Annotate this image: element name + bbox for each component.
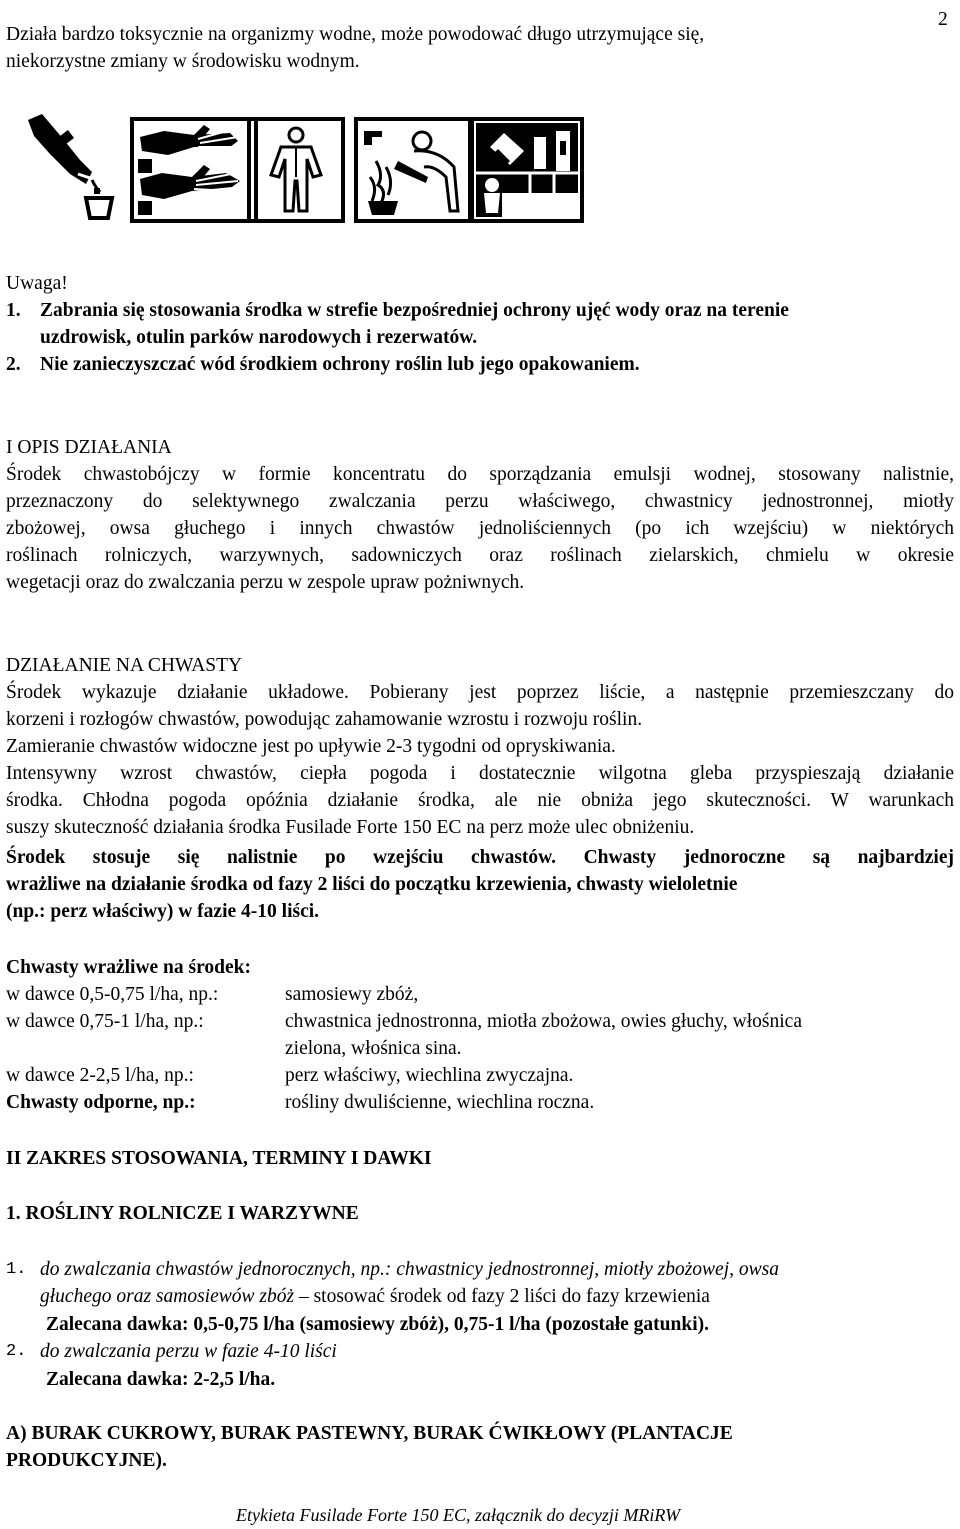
dzialanie-line-1: Środek wykazuje działanie układowe. Pobierany jest poprzez liście, a następnie przemieszczany do [6,682,954,703]
wrazliwe-value-3: perz właściwy, wiechlina zwyczajna. [285,1065,574,1086]
warning-item-1-number: 1. [6,300,21,321]
wrazliwe-label-3: w dawce 2-2,5 l/ha, np.: [6,1065,194,1086]
zakres-heading: II ZAKRES STOSOWANIA, TERMINY I DAWKI [6,1148,432,1169]
zakres-item-1-line-1: do zwalczania chwastów jednorocznych, np.: chwastnicy jednostronnej, miotły zbożowej, owsa [40,1259,779,1280]
dzialanie-line-3: Zamieranie chwastów widoczne jest po upływie 2-3 tygodni od opryskiwania. [6,736,616,757]
dzialanie-heading: DZIAŁANIE NA CHWASTY [6,655,243,676]
zakres-item-2-text: do zwalczania perzu w fazie 4-10 liści [40,1341,337,1362]
protective-clothing-icon [247,117,345,223]
wrazliwe-heading: Chwasty wrażliwe na środek: [6,957,252,978]
zakres-item-1-line-2 [40,1283,710,1310]
wrazliwe-value-1: samosiewy zbóż, [285,984,419,1005]
keep-away-from-children-icon [470,117,584,223]
zakres-dose-2: Zalecana dawka: 2-2,5 l/ha. [46,1369,276,1390]
odporne-value: rośliny dwuliścienne, wiechlina roczna. [285,1092,595,1113]
intro-line-1: Działa bardzo toksycznie na organizmy wodne, może powodować długo utrzymujące się, [6,24,705,45]
page-number: 2 [938,9,948,30]
dzialanie-bold-line-3: (np.: perz właściwy) w fazie 4-10 liści. [6,901,320,922]
wrazliwe-value-2-cont: zielona, włośnica sina. [285,1038,462,1059]
dzialanie-line-6: suszy skuteczność działania środka Fusilade Forte 150 EC na perz może ulec obniżeniu. [6,817,695,838]
pouring-liquid-hand-icon [20,110,120,222]
zakres-dose-1: Zalecana dawka: 0,5-0,75 l/ha (samosiewy zbóż), 0,75-1 l/ha (pozostałe gatunki). [46,1314,709,1335]
opis-line-2: przeznaczony do selektywnego zwalczania perzu właściwego, chwastnicy jednostronnej, miotły [6,491,954,512]
zakres-item-1-line-2-rest: – stosować środek od fazy 2 liści do fazy krzewienia [294,1286,710,1307]
warning-item-1-line-1: Zabrania się stosowania środka w strefie bezpośredniej ochrony ujęć wody oraz na terenie [40,300,789,321]
dzialanie-line-2: korzeni i rozłogów chwastów, powodując zahamowanie wzrostu i rozwoju roślin. [6,709,643,730]
protective-gloves-icon [130,117,258,223]
dzialanie-line-5: środka. Chłodna pogoda opóźnia działanie środka, ale nie obniża jego skuteczności. W warunkach [6,790,954,811]
wrazliwe-label-2: w dawce 0,75-1 l/ha, np.: [6,1011,204,1032]
warning-item-1-line-2: uzdrowisk, otulin parków narodowych i rezerwatów. [40,327,478,348]
dzialanie-bold-line-1: Środek stosuje się nalistnie po wzejściu chwastów. Chwasty jednoroczne są najbardziej [6,847,954,868]
wrazliwe-value-2: chwastnica jednostronna, miotła zbożowa, owies głuchy, włośnica [285,1011,802,1032]
opis-line-1: Środek chwastobójczy w formie koncentratu do sporządzania emulsji wodnej, stosowany nalistnie, [6,464,954,485]
odporne-label: Chwasty odporne, np.: [6,1092,196,1113]
warning-item-2-text: Nie zanieczyszczać wód środkiem ochrony roślin lub jego opakowaniem. [40,354,640,375]
wrazliwe-label-1: w dawce 0,5-0,75 l/ha, np.: [6,984,219,1005]
crop-heading-line-2: PRODUKCYJNE). [6,1450,167,1471]
opis-line-4: roślinach rolniczych, warzywnych, sadowniczych oraz roślinach zielarskich, chmielu w okresie [6,545,954,566]
opis-line-5: wegetacji oraz do zwalczania perzu w zespole upraw pożniwnych. [6,572,525,593]
zakres-item-1-number: 1. [6,1260,27,1279]
zakres-subheading: 1. ROŚLINY ROLNICZE I WARZYWNE [6,1203,359,1224]
intro-line-2: niekorzystne zmiany w środowisku wodnym. [6,51,360,72]
warning-heading: Uwaga! [6,273,68,294]
dzialanie-bold-line-2: wrażliwe na działanie środka od fazy 2 liści do początku krzewienia, chwasty wieloletnie [6,874,738,895]
warning-item-2-number: 2. [6,354,21,375]
opis-line-3: zbożowej, owsa głuchego i innych chwastów jednoliściennych (po ich wzejściu) w niektórych [6,518,954,539]
dzialanie-line-4: Intensywny wzrost chwastów, ciepła pogoda i dostatecznie wilgotna gleba przyspieszają działanie [6,763,954,784]
wash-after-use-icon [354,117,472,223]
zakres-item-2-number: 2. [6,1342,27,1361]
crop-heading-line-1: A) BURAK CUKROWY, BURAK PASTEWNY, BURAK ĆWIKŁOWY (PLANTACJE [6,1423,733,1444]
opis-heading: I OPIS DZIAŁANIA [6,437,172,458]
page-footer: Etykieta Fusilade Forte 150 EC, załącznik do decyzji MRiRW [236,1505,681,1525]
zakres-item-1-line-2-italic: głuchego oraz samosiewów zbóż [40,1286,295,1307]
